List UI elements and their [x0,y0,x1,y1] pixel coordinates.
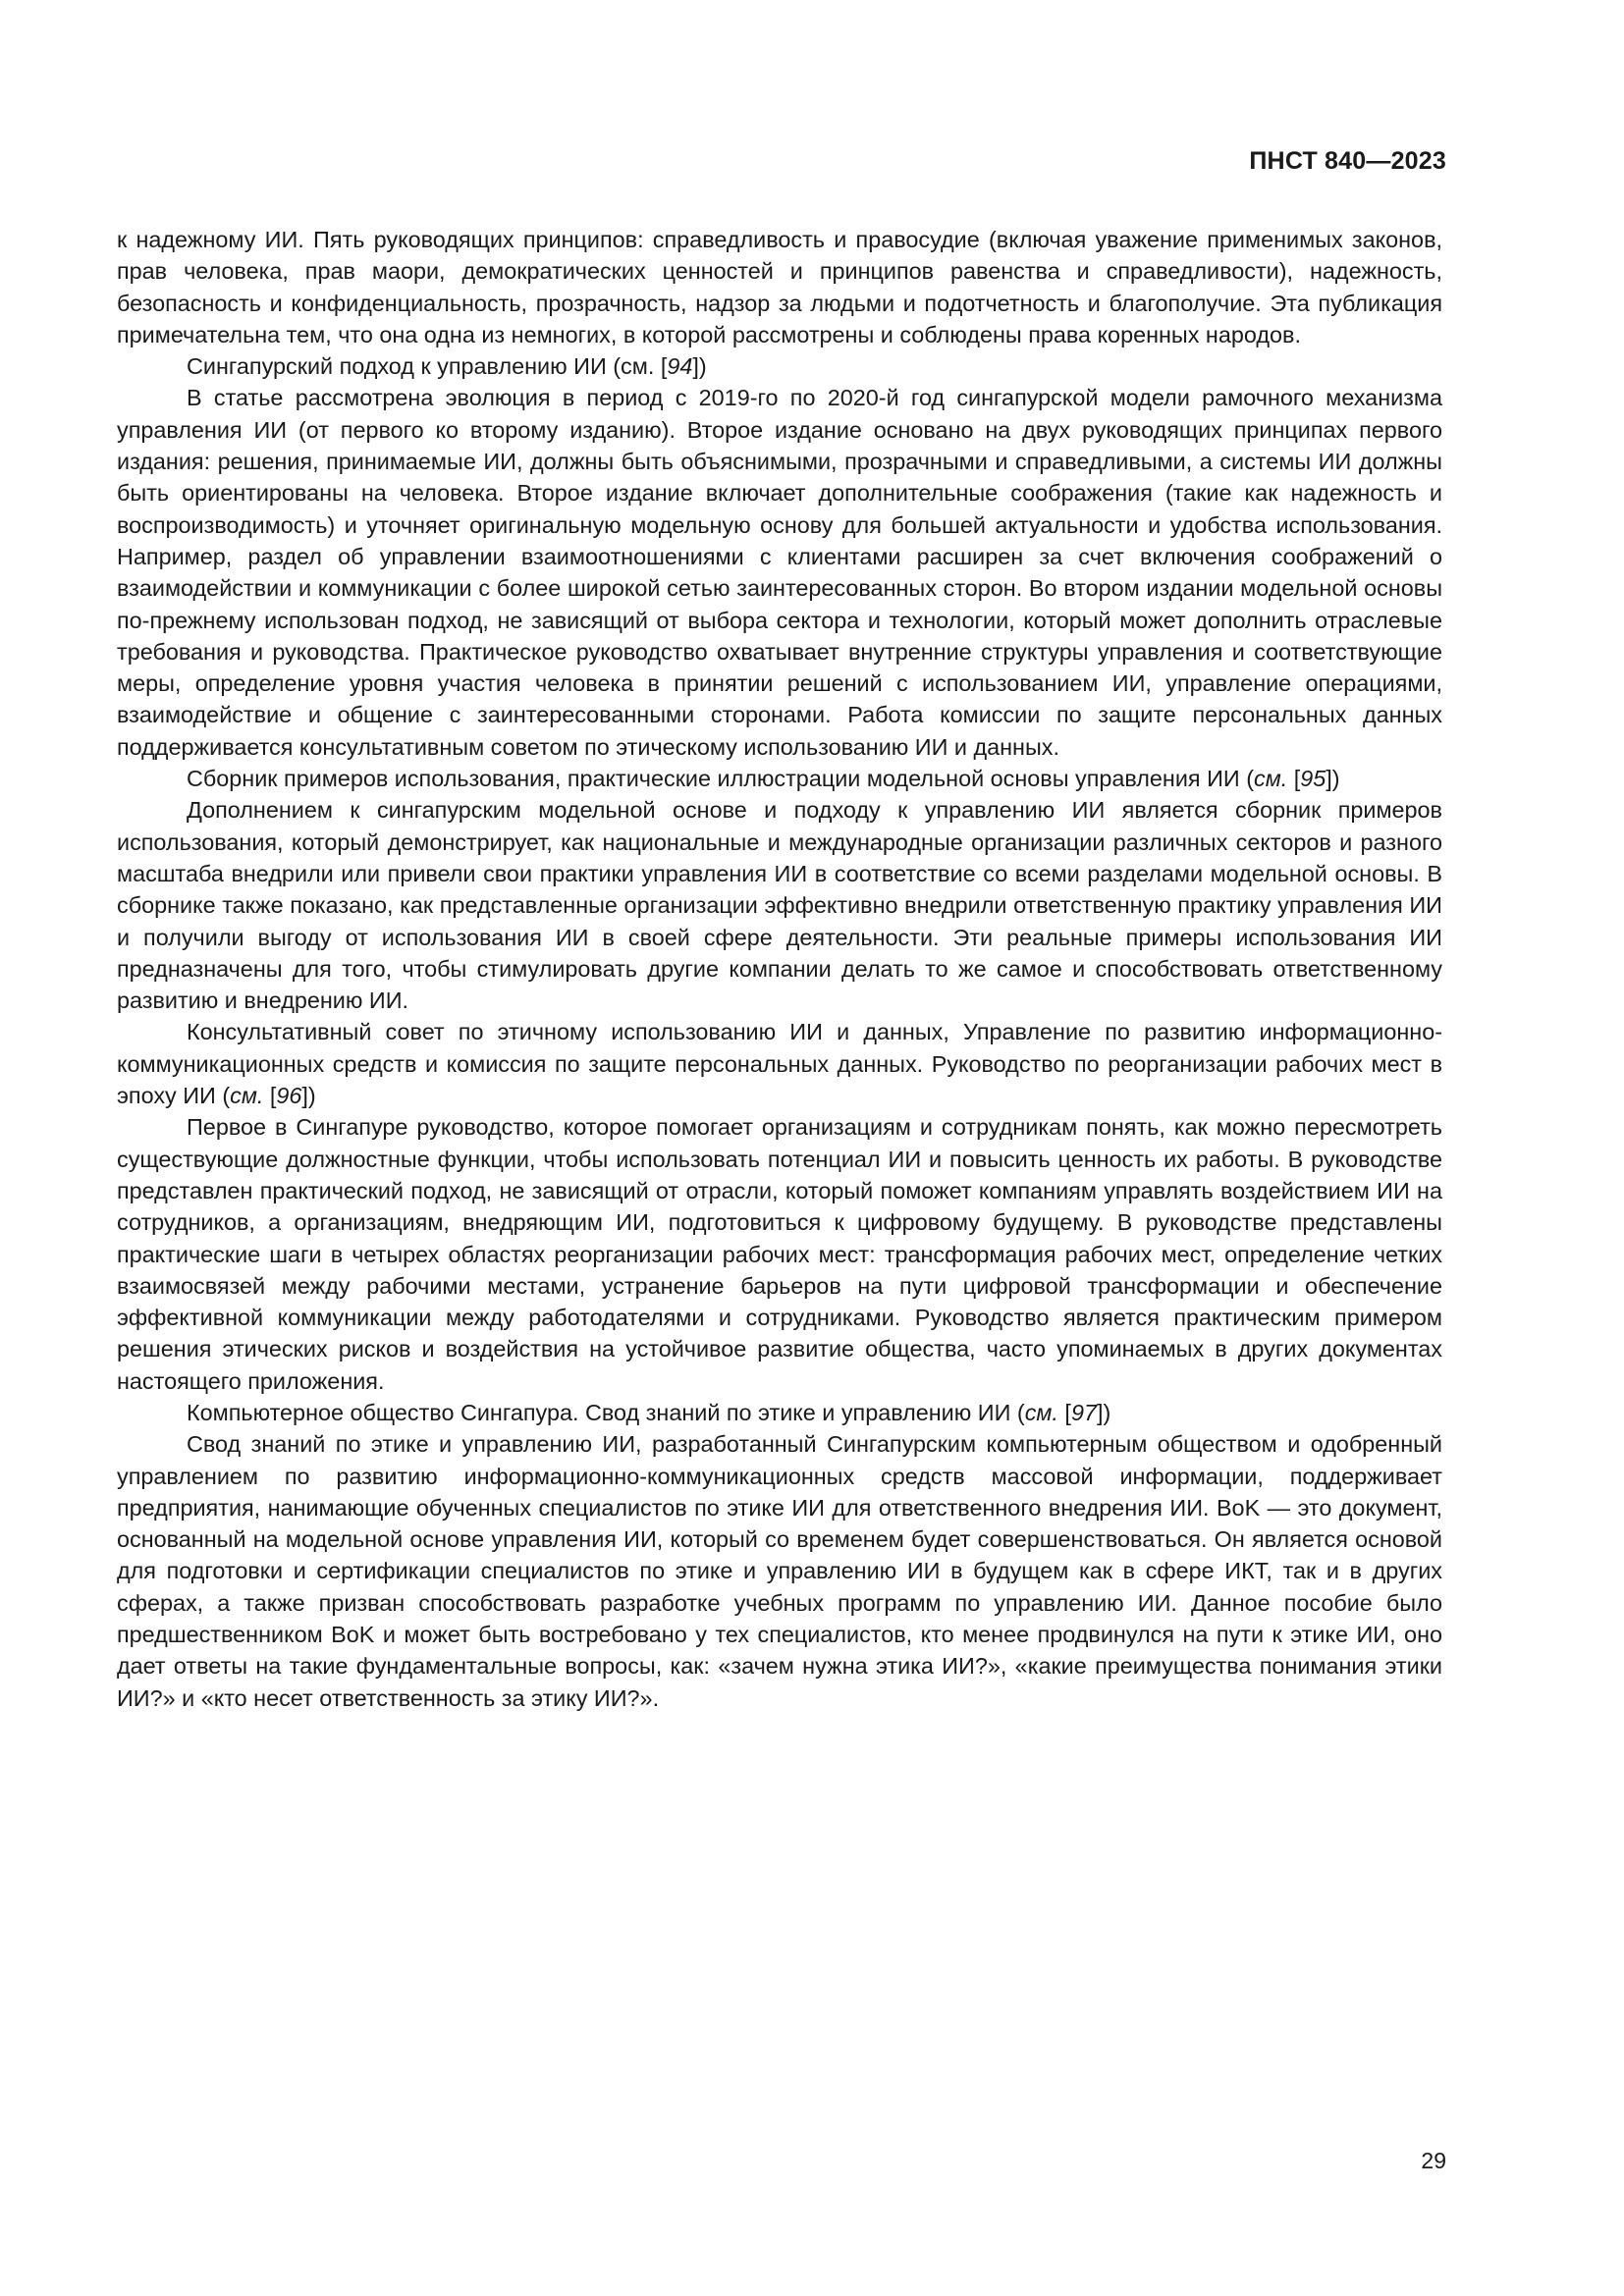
text-segment: [ [1057,1399,1071,1425]
text-segment: ]) [301,1083,316,1109]
text-segment: [ [263,1083,277,1109]
see-abbrev: см. [230,1083,264,1109]
text-segment: ]) [1326,766,1340,792]
paragraph-6-reference-title [117,1016,1442,1111]
page-number: 29 [1421,2148,1446,2173]
paragraph-7 [117,1111,1442,1397]
text-segment: Дополнением к сингапурским модельной основе и подходу к управлению ИИ является сборник примеров использования, который демонстрирует, как национальные и международные организации различных секторов и разного масштаба внедрили или привели свои практики управления ИИ в соответствие со всеми разделами модельной основы. В сборнике также показано, как представленные организации эффективно внедрили ответственную практику управления ИИ и получили выгоду от использования ИИ в своей сфере деятельности. Эти реальные примеры использования ИИ предназначены для того, чтобы стимулировать другие компании делать то же самое и способствовать ответственному развитию и внедрению ИИ. [117,797,1442,1014]
text-segment: В статье рассмотрена эволюция в период с 2019-го по 2020-й год сингапурской модели рамочного механизма управления ИИ (от первого ко второму изданию). Второе издание основано на двух руководящих принципах первого издания: решения, принимаемые ИИ, должны быть объяснимыми, прозрачными и справедливыми, а системы ИИ должны быть ориентированы на человека. Второе издание включает дополнительные соображения (такие как надежность и воспроизводимость) и уточняет оригинальную модельную основу для большей актуальности и удобства использования. Например, раздел об управлении взаимоотношениями с клиентами расширен за счет включения соображений о взаимодействии и коммуникации с более широкой сетью заинтересованных сторон. Во втором издании модельной основы по-прежнему использован подход, не зависящий от выбора сектора и технологии, который может дополнить отраслевые требования и руководства. Практическое руководство охватывает внутренние структуры управления и соответствующие меры, определение уровня участия человека в принятии решений с использованием ИИ, управление операциями, взаимодействие и общение с заинтересованными сторонами. Работа комиссии по защите персональных данных поддерживается консультативным советом по этическому использованию ИИ и данных. [117,385,1442,760]
document-body [117,224,1442,1714]
text-segment: к надежному ИИ. Пять руководящих принципов: справедливость и правосудие (включая уважение применимых законов, прав человека, прав маори, демократических ценностей и принципов равенства и справедливости), надежность, безопасность и конфиденциальность, прозрачность, надзор за людьми и подотчетность и благополучие. Эта публикация примечательна тем, что она одна из немногих, в которой рассмотрены и соблюдены права коренных народов. [117,227,1442,347]
text-segment: Свод знаний по этике и управлению ИИ, разработанный Сингапурским компьютерным обществом и одобренный управлением по развитию информационно-коммуникационных средств массовой информации, поддерживает предприятия, нанимающие обученных специалистов по этике ИИ для ответственного внедрения ИИ. BoK — это документ, основанный на модельной основе управления ИИ, который со временем будет совершенствоваться. Он является основой для подготовки и сертификации специалистов по этике и управлению ИИ в будущем как в сфере ИКТ, так и в других сферах, а также призван способствовать разработке учебных программ по управлению ИИ. Данное пособие было предшественником BoK и может быть востребовано у тех специалистов, кто менее продвинулся на пути к этике ИИ, оно дает ответы на такие фундаментальные вопросы, как: «зачем нужна этика ИИ?», «какие преимущества понимания этики ИИ?» и «кто несет ответственность за этику ИИ?». [117,1431,1442,1711]
text-segment: Первое в Сингапуре руководство, которое помогает организациям и сотрудникам понять, как можно пересмотреть существующие должностные функции, чтобы использовать потенциал ИИ и повысить ценность их работы. В руководстве представлен практический подход, не зависящий от отрасли, который поможет компаниям управлять воздействием ИИ на сотрудников, а организациям, внедряющим ИИ, подготовиться к цифровому будущему. В руководстве представлены практические шаги в четырех областях реорганизации рабочих мест: трансформация рабочих мест, определение четких взаимосвязей между рабочими местами, устранение барьеров на пути цифровой трансформации и обеспечение эффективной коммуникации между работодателями и сотрудниками. Руководство является практическим примером решения этических рисков и воздействия на устойчивое развитие общества, часто упоминаемых в других документах настоящего приложения. [117,1114,1442,1394]
paragraph-3 [117,382,1442,763]
citation-number: 96 [276,1083,302,1109]
paragraph-4-reference-title [117,763,1442,794]
paragraph-9 [117,1428,1442,1714]
see-abbrev: см. [1254,766,1288,792]
text-segment: Консультативный совет по этичному использованию ИИ и данных, Управление по развитию информационно-коммуникационных средств и комиссия по защите персональных данных. Руководство по реорганизации рабочих мест в эпоху ИИ ( [117,1019,1442,1109]
text-segment: ]) [692,353,707,380]
text-segment: Сингапурский подход к управлению ИИ (см. [ [187,353,668,380]
paragraph-8-reference-title [117,1397,1442,1428]
paragraph-2-reference-title [117,350,1442,382]
text-segment: ]) [1096,1399,1111,1425]
see-abbrev: см. [1024,1399,1058,1425]
citation-number: 95 [1300,766,1326,792]
document-code-header: ПНСТ 840—2023 [1249,147,1446,175]
text-segment: [ [1287,766,1301,792]
citation-number: 94 [667,353,693,380]
paragraph-5 [117,794,1442,1016]
text-segment: Компьютерное общество Сингапура. Свод знаний по этике и управлению ИИ ( [187,1399,1025,1425]
citation-number: 97 [1070,1399,1097,1425]
text-segment: Сборник примеров использования, практические иллюстрации модельной основы управления ИИ ( [187,766,1254,792]
paragraph-1 [117,224,1442,350]
